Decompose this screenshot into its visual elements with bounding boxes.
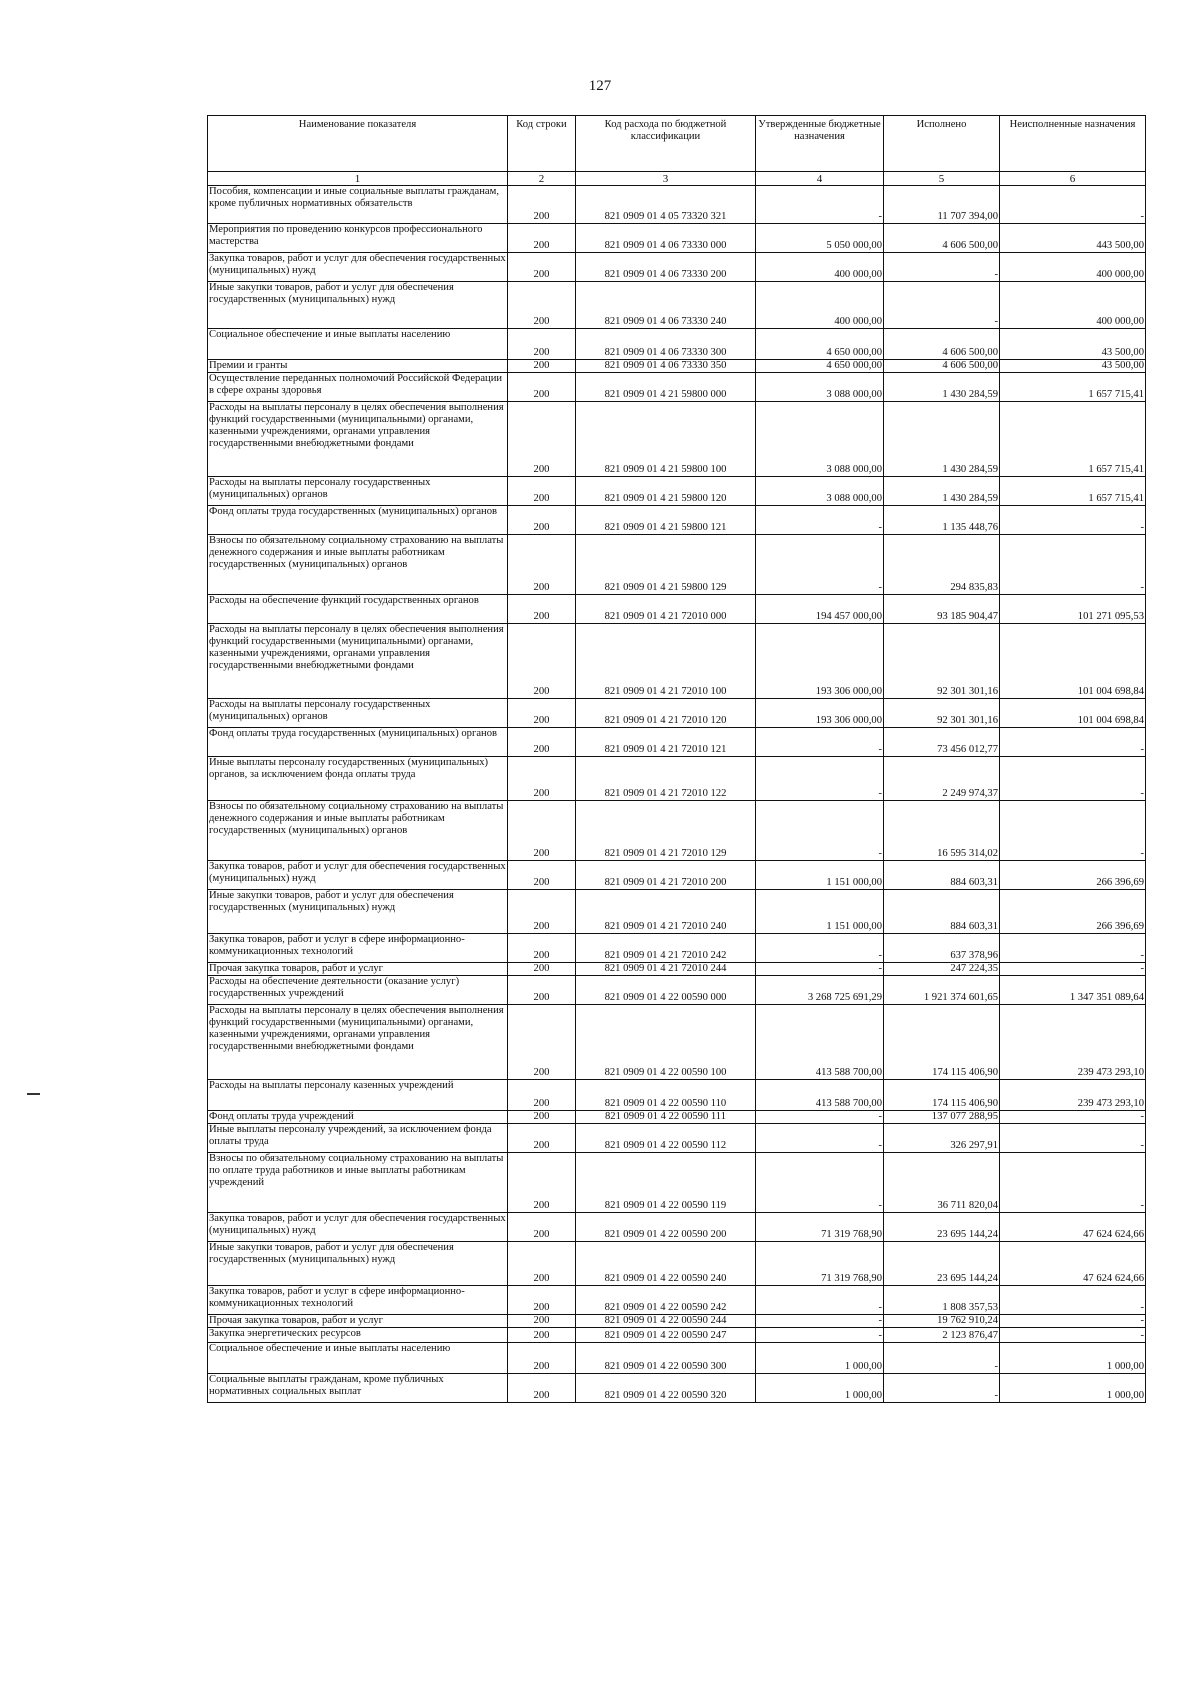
row-classification-cell: 821 0909 01 4 22 00590 100 (576, 1005, 756, 1080)
row-code-cell: 200 (508, 224, 576, 253)
row-approved-cell: 71 319 768,90 (756, 1242, 884, 1286)
row-approved-cell: - (756, 1328, 884, 1343)
row-unexecuted-cell: - (1000, 535, 1146, 595)
row-unexecuted-cell: - (1000, 506, 1146, 535)
row-executed-cell: 1 430 284,59 (884, 402, 1000, 477)
table-row (208, 1124, 1146, 1153)
row-executed-cell: 4 606 500,00 (884, 329, 1000, 360)
table-row (208, 801, 1146, 861)
column-header: Код строки (508, 116, 576, 172)
row-code-cell: 200 (508, 861, 576, 890)
row-code-cell: 200 (508, 890, 576, 934)
row-approved-cell: 4 650 000,00 (756, 329, 884, 360)
row-name-cell: Социальные выплаты гражданам, кроме публичных нормативных социальных выплат (208, 1374, 508, 1403)
row-unexecuted-cell: 47 624 624,66 (1000, 1242, 1146, 1286)
row-classification-cell: 821 0909 01 4 21 72010 242 (576, 934, 756, 963)
row-unexecuted-cell: 1 000,00 (1000, 1374, 1146, 1403)
table-row (208, 728, 1146, 757)
row-code-cell: 200 (508, 1374, 576, 1403)
table-row (208, 1343, 1146, 1374)
row-code-cell: 200 (508, 595, 576, 624)
row-name-cell: Взносы по обязательному социальному страхованию на выплаты по оплате труда работников и иные выплаты работникам учреждений (208, 1153, 508, 1213)
row-approved-cell: 1 151 000,00 (756, 890, 884, 934)
table-row (208, 224, 1146, 253)
row-approved-cell: - (756, 186, 884, 224)
column-header: Код расхода по бюджетной классификации (576, 116, 756, 172)
row-name-cell: Взносы по обязательному социальному страхованию на выплаты денежного содержания и иные выплаты работникам государственных (муниципальных) органов (208, 801, 508, 861)
table-row (208, 757, 1146, 801)
table-row (208, 963, 1146, 976)
column-header: Наименование показателя (208, 116, 508, 172)
row-approved-cell: - (756, 1286, 884, 1315)
row-approved-cell: 400 000,00 (756, 253, 884, 282)
row-executed-cell: 1 430 284,59 (884, 477, 1000, 506)
row-name-cell: Закупка товаров, работ и услуг в сфере информационно-коммуникационных технологий (208, 934, 508, 963)
row-name-cell: Взносы по обязательному социальному страхованию на выплаты денежного содержания и иные выплаты работникам государственных (муниципальных) органов (208, 535, 508, 595)
row-executed-cell: 1 808 357,53 (884, 1286, 1000, 1315)
row-executed-cell: 2 249 974,37 (884, 757, 1000, 801)
row-code-cell: 200 (508, 477, 576, 506)
table-row (208, 1111, 1146, 1124)
row-approved-cell: - (756, 728, 884, 757)
row-classification-cell: 821 0909 01 4 22 00590 200 (576, 1213, 756, 1242)
row-approved-cell: - (756, 963, 884, 976)
row-code-cell: 200 (508, 506, 576, 535)
row-executed-cell: 294 835,83 (884, 535, 1000, 595)
row-code-cell: 200 (508, 624, 576, 699)
row-name-cell: Расходы на выплаты персоналу в целях обеспечения выполнения функций государственными (муниципальными) органами, казенными учреждениями, органами управления государственными внебюджетными фондами (208, 624, 508, 699)
row-approved-cell: - (756, 934, 884, 963)
table-row (208, 976, 1146, 1005)
table-row (208, 1213, 1146, 1242)
row-unexecuted-cell: 239 473 293,10 (1000, 1005, 1146, 1080)
row-approved-cell: 3 088 000,00 (756, 477, 884, 506)
row-classification-cell: 821 0909 01 4 22 00590 244 (576, 1315, 756, 1328)
row-code-cell: 200 (508, 1080, 576, 1111)
row-classification-cell: 821 0909 01 4 05 73320 321 (576, 186, 756, 224)
row-approved-cell: - (756, 1124, 884, 1153)
row-name-cell: Иные закупки товаров, работ и услуг для обеспечения государственных (муниципальных) нужд (208, 1242, 508, 1286)
column-number: 3 (576, 172, 756, 186)
table-row (208, 861, 1146, 890)
table-row (208, 890, 1146, 934)
row-code-cell: 200 (508, 253, 576, 282)
row-code-cell: 200 (508, 801, 576, 861)
row-name-cell: Премии и гранты (208, 360, 508, 373)
row-classification-cell: 821 0909 01 4 22 00590 112 (576, 1124, 756, 1153)
table-row (208, 624, 1146, 699)
table-row (208, 329, 1146, 360)
table-row (208, 186, 1146, 224)
row-classification-cell: 821 0909 01 4 21 72010 000 (576, 595, 756, 624)
row-classification-cell: 821 0909 01 4 22 00590 320 (576, 1374, 756, 1403)
row-classification-cell: 821 0909 01 4 06 73330 350 (576, 360, 756, 373)
row-unexecuted-cell: - (1000, 757, 1146, 801)
table-row (208, 373, 1146, 402)
row-approved-cell: 3 268 725 691,29 (756, 976, 884, 1005)
row-unexecuted-cell: - (1000, 1286, 1146, 1315)
row-executed-cell: 19 762 910,24 (884, 1315, 1000, 1328)
row-unexecuted-cell: 400 000,00 (1000, 282, 1146, 329)
row-name-cell: Закупка товаров, работ и услуг для обеспечения государственных (муниципальных) нужд (208, 861, 508, 890)
row-classification-cell: 821 0909 01 4 22 00590 000 (576, 976, 756, 1005)
row-unexecuted-cell: 43 500,00 (1000, 360, 1146, 373)
column-number: 6 (1000, 172, 1146, 186)
row-classification-cell: 821 0909 01 4 06 73330 200 (576, 253, 756, 282)
row-classification-cell: 821 0909 01 4 22 00590 119 (576, 1153, 756, 1213)
row-executed-cell: 36 711 820,04 (884, 1153, 1000, 1213)
table-row (208, 1153, 1146, 1213)
row-executed-cell: - (884, 1343, 1000, 1374)
row-executed-cell: 92 301 301,16 (884, 624, 1000, 699)
row-classification-cell: 821 0909 01 4 22 00590 111 (576, 1111, 756, 1124)
row-approved-cell: - (756, 1315, 884, 1328)
row-code-cell: 200 (508, 402, 576, 477)
row-code-cell: 200 (508, 1124, 576, 1153)
row-code-cell: 200 (508, 1343, 576, 1374)
row-name-cell: Расходы на обеспечение функций государственных органов (208, 595, 508, 624)
row-classification-cell: 821 0909 01 4 22 00590 247 (576, 1328, 756, 1343)
row-name-cell: Пособия, компенсации и иные социальные выплаты гражданам, кроме публичных нормативных обязательств (208, 186, 508, 224)
row-unexecuted-cell: - (1000, 728, 1146, 757)
row-executed-cell: 93 185 904,47 (884, 595, 1000, 624)
row-executed-cell: 16 595 314,02 (884, 801, 1000, 861)
row-executed-cell: 884 603,31 (884, 861, 1000, 890)
row-name-cell: Иные закупки товаров, работ и услуг для обеспечения государственных (муниципальных) нужд (208, 890, 508, 934)
row-code-cell: 200 (508, 329, 576, 360)
row-name-cell: Расходы на обеспечение деятельности (оказание услуг) государственных учреждений (208, 976, 508, 1005)
row-approved-cell: 4 650 000,00 (756, 360, 884, 373)
row-approved-cell: 400 000,00 (756, 282, 884, 329)
row-executed-cell: 247 224,35 (884, 963, 1000, 976)
row-name-cell: Иные выплаты персоналу учреждений, за исключением фонда оплаты труда (208, 1124, 508, 1153)
row-approved-cell: 194 457 000,00 (756, 595, 884, 624)
table-row (208, 360, 1146, 373)
row-unexecuted-cell: 1 657 715,41 (1000, 373, 1146, 402)
row-name-cell: Закупка товаров, работ и услуг для обеспечения государственных (муниципальных) нужд (208, 1213, 508, 1242)
row-classification-cell: 821 0909 01 4 22 00590 300 (576, 1343, 756, 1374)
row-unexecuted-cell: 1 000,00 (1000, 1343, 1146, 1374)
row-name-cell: Фонд оплаты труда учреждений (208, 1111, 508, 1124)
row-classification-cell: 821 0909 01 4 22 00590 242 (576, 1286, 756, 1315)
row-code-cell: 200 (508, 535, 576, 595)
row-classification-cell: 821 0909 01 4 21 59800 000 (576, 373, 756, 402)
row-name-cell: Прочая закупка товаров, работ и услуг (208, 1315, 508, 1328)
row-unexecuted-cell: - (1000, 801, 1146, 861)
row-approved-cell: - (756, 535, 884, 595)
table-row (208, 1286, 1146, 1315)
row-code-cell: 200 (508, 1213, 576, 1242)
row-unexecuted-cell: 266 396,69 (1000, 861, 1146, 890)
table-row (208, 506, 1146, 535)
row-code-cell: 200 (508, 934, 576, 963)
row-executed-cell: 174 115 406,90 (884, 1080, 1000, 1111)
table-row (208, 1328, 1146, 1343)
row-executed-cell: 4 606 500,00 (884, 360, 1000, 373)
row-unexecuted-cell: - (1000, 186, 1146, 224)
row-name-cell: Социальное обеспечение и иные выплаты населению (208, 1343, 508, 1374)
row-name-cell: Прочая закупка товаров, работ и услуг (208, 963, 508, 976)
column-number: 1 (208, 172, 508, 186)
budget-report-table (207, 115, 1146, 1403)
row-unexecuted-cell: 239 473 293,10 (1000, 1080, 1146, 1111)
row-code-cell: 200 (508, 1242, 576, 1286)
row-name-cell: Расходы на выплаты персоналу государственных (муниципальных) органов (208, 699, 508, 728)
row-unexecuted-cell: - (1000, 1315, 1146, 1328)
table-row (208, 535, 1146, 595)
row-code-cell: 200 (508, 1286, 576, 1315)
row-approved-cell: 3 088 000,00 (756, 402, 884, 477)
row-unexecuted-cell: - (1000, 934, 1146, 963)
row-code-cell: 200 (508, 282, 576, 329)
row-unexecuted-cell: 400 000,00 (1000, 253, 1146, 282)
row-classification-cell: 821 0909 01 4 21 72010 200 (576, 861, 756, 890)
row-unexecuted-cell: 266 396,69 (1000, 890, 1146, 934)
row-name-cell: Расходы на выплаты персоналу в целях обеспечения выполнения функций государственными (муниципальными) органами, казенными учреждениями, органами управления государственными внебюджетными фондами (208, 1005, 508, 1080)
column-number: 4 (756, 172, 884, 186)
row-approved-cell: 193 306 000,00 (756, 624, 884, 699)
row-classification-cell: 821 0909 01 4 22 00590 240 (576, 1242, 756, 1286)
row-classification-cell: 821 0909 01 4 21 72010 129 (576, 801, 756, 861)
row-executed-cell: 637 378,96 (884, 934, 1000, 963)
page-number: 127 (588, 78, 612, 94)
row-classification-cell: 821 0909 01 4 06 73330 240 (576, 282, 756, 329)
row-code-cell: 200 (508, 1315, 576, 1328)
row-unexecuted-cell: 43 500,00 (1000, 329, 1146, 360)
row-code-cell: 200 (508, 757, 576, 801)
row-unexecuted-cell: - (1000, 1111, 1146, 1124)
row-executed-cell: - (884, 282, 1000, 329)
row-unexecuted-cell: 101 004 698,84 (1000, 699, 1146, 728)
row-executed-cell: 174 115 406,90 (884, 1005, 1000, 1080)
row-name-cell: Фонд оплаты труда государственных (муниципальных) органов (208, 728, 508, 757)
row-executed-cell: 23 695 144,24 (884, 1213, 1000, 1242)
row-approved-cell: - (756, 801, 884, 861)
row-approved-cell: - (756, 1153, 884, 1213)
row-approved-cell: 193 306 000,00 (756, 699, 884, 728)
row-executed-cell: 1 135 448,76 (884, 506, 1000, 535)
column-header: Исполнено (884, 116, 1000, 172)
row-unexecuted-cell: - (1000, 1328, 1146, 1343)
row-name-cell: Иные закупки товаров, работ и услуг для обеспечения государственных (муниципальных) нужд (208, 282, 508, 329)
row-approved-cell: - (756, 506, 884, 535)
row-name-cell: Социальное обеспечение и иные выплаты населению (208, 329, 508, 360)
row-unexecuted-cell: 101 004 698,84 (1000, 624, 1146, 699)
column-number: 2 (508, 172, 576, 186)
row-code-cell: 200 (508, 1328, 576, 1343)
row-approved-cell: 5 050 000,00 (756, 224, 884, 253)
header-row (208, 116, 1146, 172)
row-classification-cell: 821 0909 01 4 21 72010 121 (576, 728, 756, 757)
row-executed-cell: 11 707 394,00 (884, 186, 1000, 224)
table-row (208, 595, 1146, 624)
row-executed-cell: 1 430 284,59 (884, 373, 1000, 402)
row-executed-cell: - (884, 253, 1000, 282)
row-executed-cell: - (884, 1374, 1000, 1403)
row-approved-cell: 413 588 700,00 (756, 1080, 884, 1111)
row-classification-cell: 821 0909 01 4 06 73330 300 (576, 329, 756, 360)
column-number: 5 (884, 172, 1000, 186)
row-unexecuted-cell: - (1000, 963, 1146, 976)
row-executed-cell: 326 297,91 (884, 1124, 1000, 1153)
row-executed-cell: 1 921 374 601,65 (884, 976, 1000, 1005)
row-classification-cell: 821 0909 01 4 21 72010 120 (576, 699, 756, 728)
table-row (208, 253, 1146, 282)
table-row (208, 1315, 1146, 1328)
table-row (208, 934, 1146, 963)
margin-dash-mark (27, 1093, 40, 1095)
row-classification-cell: 821 0909 01 4 22 00590 110 (576, 1080, 756, 1111)
column-header: Неисполненные назначения (1000, 116, 1146, 172)
row-approved-cell: 1 000,00 (756, 1374, 884, 1403)
row-classification-cell: 821 0909 01 4 06 73330 000 (576, 224, 756, 253)
row-unexecuted-cell: 443 500,00 (1000, 224, 1146, 253)
row-code-cell: 200 (508, 699, 576, 728)
row-name-cell: Закупка энергетических ресурсов (208, 1328, 508, 1343)
row-name-cell: Закупка товаров, работ и услуг в сфере информационно-коммуникационных технологий (208, 1286, 508, 1315)
row-code-cell: 200 (508, 360, 576, 373)
row-code-cell: 200 (508, 1005, 576, 1080)
row-name-cell: Закупка товаров, работ и услуг для обеспечения государственных (муниципальных) нужд (208, 253, 508, 282)
row-classification-cell: 821 0909 01 4 21 72010 100 (576, 624, 756, 699)
row-approved-cell: 71 319 768,90 (756, 1213, 884, 1242)
row-approved-cell: 413 588 700,00 (756, 1005, 884, 1080)
row-unexecuted-cell: 1 657 715,41 (1000, 402, 1146, 477)
row-approved-cell: - (756, 757, 884, 801)
row-code-cell: 200 (508, 1153, 576, 1213)
row-classification-cell: 821 0909 01 4 21 59800 129 (576, 535, 756, 595)
row-executed-cell: 137 077 288,95 (884, 1111, 1000, 1124)
row-name-cell: Расходы на выплаты персоналу государственных (муниципальных) органов (208, 477, 508, 506)
row-name-cell: Фонд оплаты труда государственных (муниципальных) органов (208, 506, 508, 535)
row-classification-cell: 821 0909 01 4 21 72010 240 (576, 890, 756, 934)
row-approved-cell: - (756, 1111, 884, 1124)
table-row (208, 1080, 1146, 1111)
row-code-cell: 200 (508, 963, 576, 976)
row-code-cell: 200 (508, 1111, 576, 1124)
row-classification-cell: 821 0909 01 4 21 59800 121 (576, 506, 756, 535)
row-classification-cell: 821 0909 01 4 21 59800 100 (576, 402, 756, 477)
row-name-cell: Мероприятия по проведению конкурсов профессионального мастерства (208, 224, 508, 253)
row-name-cell: Осуществление переданных полномочий Российской Федерации в сфере охраны здоровья (208, 373, 508, 402)
row-unexecuted-cell: - (1000, 1124, 1146, 1153)
table-row (208, 699, 1146, 728)
row-unexecuted-cell: 47 624 624,66 (1000, 1213, 1146, 1242)
table-row (208, 1005, 1146, 1080)
row-classification-cell: 821 0909 01 4 21 72010 122 (576, 757, 756, 801)
table-row (208, 1374, 1146, 1403)
row-unexecuted-cell: 101 271 095,53 (1000, 595, 1146, 624)
column-number-row (208, 172, 1146, 186)
row-code-cell: 200 (508, 976, 576, 1005)
row-name-cell: Расходы на выплаты персоналу в целях обеспечения выполнения функций государственными (муниципальными) органами, казенными учреждениями, органами управления государственными внебюджетными фондами (208, 402, 508, 477)
row-unexecuted-cell: 1 347 351 089,64 (1000, 976, 1146, 1005)
table-row (208, 1242, 1146, 1286)
row-classification-cell: 821 0909 01 4 21 72010 244 (576, 963, 756, 976)
row-executed-cell: 92 301 301,16 (884, 699, 1000, 728)
table-row (208, 402, 1146, 477)
row-unexecuted-cell: - (1000, 1153, 1146, 1213)
table-row (208, 477, 1146, 506)
row-code-cell: 200 (508, 373, 576, 402)
row-name-cell: Иные выплаты персоналу государственных (муниципальных) органов, за исключением фонда оплаты труда (208, 757, 508, 801)
row-executed-cell: 73 456 012,77 (884, 728, 1000, 757)
row-approved-cell: 1 151 000,00 (756, 861, 884, 890)
row-unexecuted-cell: 1 657 715,41 (1000, 477, 1146, 506)
row-name-cell: Расходы на выплаты персоналу казенных учреждений (208, 1080, 508, 1111)
row-approved-cell: 3 088 000,00 (756, 373, 884, 402)
row-executed-cell: 2 123 876,47 (884, 1328, 1000, 1343)
table-row (208, 282, 1146, 329)
row-executed-cell: 23 695 144,24 (884, 1242, 1000, 1286)
column-header: Утвержденные бюджетные назначения (756, 116, 884, 172)
row-executed-cell: 884 603,31 (884, 890, 1000, 934)
row-code-cell: 200 (508, 728, 576, 757)
row-approved-cell: 1 000,00 (756, 1343, 884, 1374)
row-classification-cell: 821 0909 01 4 21 59800 120 (576, 477, 756, 506)
row-code-cell: 200 (508, 186, 576, 224)
row-executed-cell: 4 606 500,00 (884, 224, 1000, 253)
